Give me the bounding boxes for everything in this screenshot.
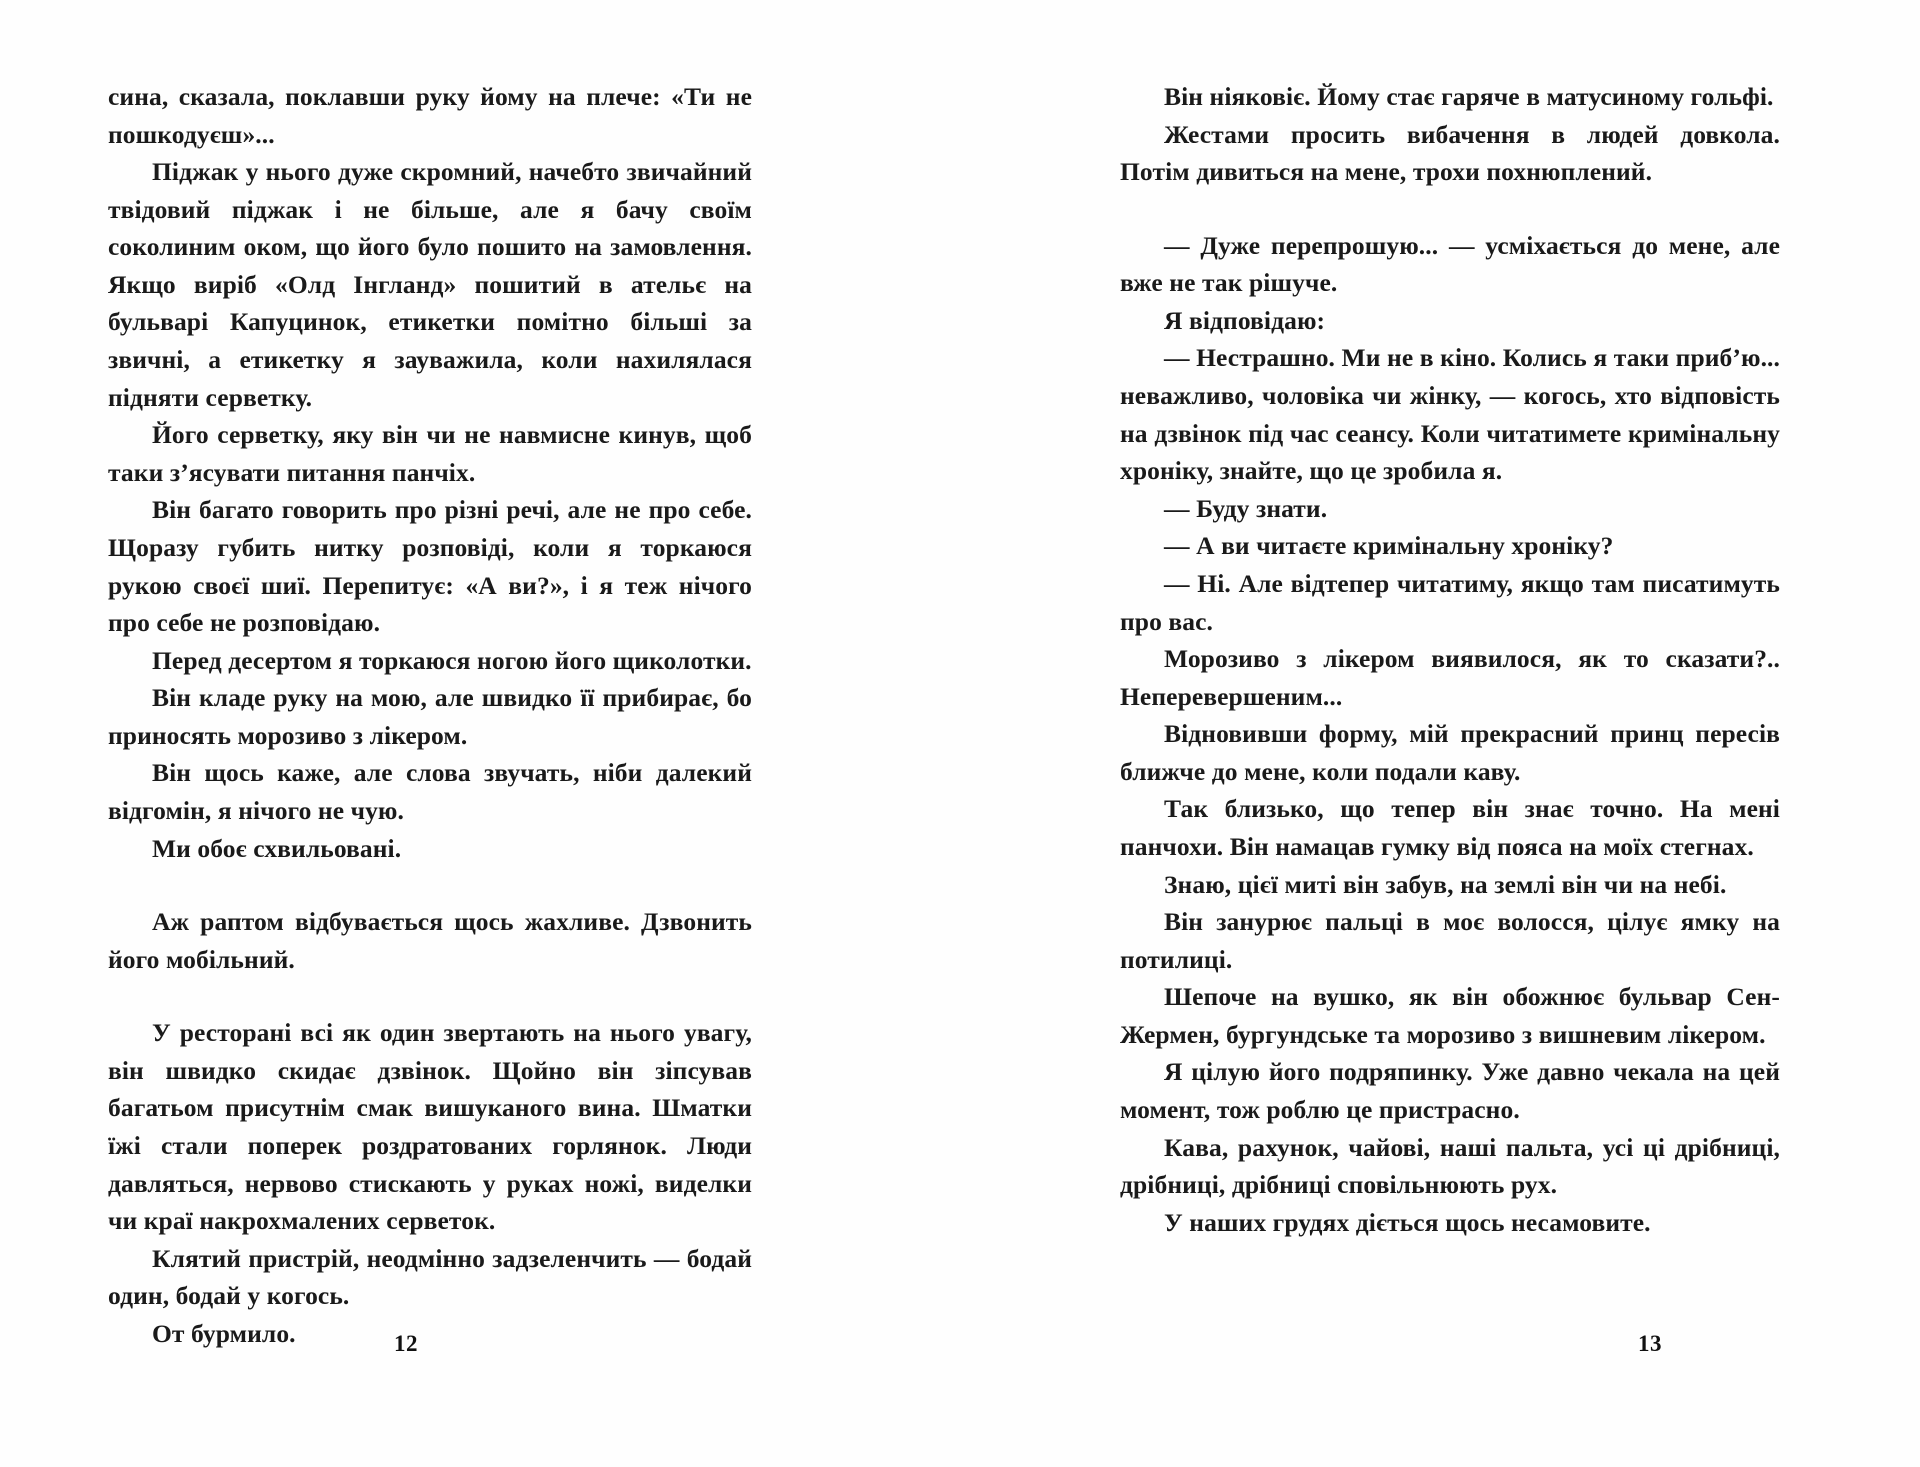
paragraph: Так близько, що тепер він знає точно. На мені панчохи. Він намацав гумку від пояса на моїх стегнах. xyxy=(1120,794,1780,861)
paragraph: Жестами просить вибачення в людей довкола. Потім дивиться на мене, трохи похнюплений. xyxy=(1120,119,1780,187)
page-number-right xyxy=(960,1331,1920,1357)
paragraph: Клятий пристрій, неодмінно задзеленчить — бодай один, бодай у когось. xyxy=(108,1243,752,1311)
paragraph: У наших грудях діється щось несамовите. xyxy=(1164,1207,1651,1237)
paragraph: Відновивши форму, мій прекрасний принц пересів ближче до мене, коли подали каву. xyxy=(1120,719,1780,786)
page-number-value: 13 xyxy=(1638,1331,1662,1356)
paragraph: От бурмило. xyxy=(152,1318,296,1348)
paragraph: У ресторані всі як один звертають на нього увагу, він швидко скидає дзвінок. Щойно він зіпсував багатьом присутнім смак вишуканого вина. Шматки їжі стали поперек роздратованих горлянок. Люди давляться, нервово стискають у руках ножі, виделки чи краї накрохмалених серветок. xyxy=(108,1018,752,1236)
paragraph: Він кладе руку на мою, але швидко її прибирає, бо приносять морозиво з лікером. xyxy=(108,683,752,750)
paragraph: Піджак у нього дуже скромний, начебто звичайний твідовий піджак і не більше, але я бачу своїм соколиним оком, що його було пошито на замовлення. Якщо виріб «Олд Інгланд» пошитий в ательє на бульварі Капуцинок, етикетки помітно більші за звичні, а етикетку я зауважила, коли нахилялася підняти серветку. xyxy=(108,157,752,412)
paragraph: — А ви читаєте кримінальну хроніку? xyxy=(1164,531,1614,561)
paragraph: Ми обоє схвильовані. xyxy=(152,833,402,863)
paragraph: Я цілую його подряпинку. Уже давно чекала на цей момент, тож роблю це пристрасно. xyxy=(1120,1057,1780,1125)
paragraph: Він занурює пальці в моє волосся, цілує ямку на потилиці. xyxy=(1120,907,1780,974)
paragraph: Він щось каже, але слова звучать, ніби далекий відгомін, я нічого не чую. xyxy=(108,758,752,825)
paragraph: Перед десертом я торкаюся ногою його щиколотки. xyxy=(152,645,752,675)
paragraph: Аж раптом відбувається щось жахливе. Дзвонить його мобільний. xyxy=(108,907,752,974)
paragraph: Його серветку, яку він чи не навмисне кинув, щоб таки з’ясувати питання панчіх. xyxy=(108,420,752,487)
paragraph: Він ніяковіє. Йому стає гаряче в матусиному гольфі. xyxy=(1164,82,1774,111)
left-column-text xyxy=(108,78,752,1353)
page-number-left xyxy=(0,1331,960,1357)
paragraph: — Дуже перепрошую... — усміхається до мене, але вже не так рішуче. xyxy=(1120,230,1780,298)
paragraph: сина, сказала, поклавши руку йому на плече: «Ти не пошкодуєш»... xyxy=(108,82,752,149)
paragraph: — Нестрашно. Ми не в кіно. Колись я таки приб’ю... неважливо, чоловіка чи жінку, — когось, хто відповість на дзвінок під час сеансу. Коли читатимете кримінальну хроніку, знайте, що це зробила я. xyxy=(1120,343,1780,486)
right-column-text xyxy=(1120,78,1780,1241)
paragraph: — Ні. Але відтепер читатиму, якщо там писатимуть про вас. xyxy=(1120,568,1780,636)
paragraph: Шепоче на вушко, як він обожнює бульвар Сен-Жермен, бургундське та морозиво з вишневим лікером. xyxy=(1120,982,1780,1049)
paragraph: — Буду знати. xyxy=(1164,493,1328,523)
page-number-value: 12 xyxy=(394,1331,418,1356)
paragraph: Я відповідаю: xyxy=(1164,305,1326,335)
paragraph: Знаю, цієї миті він забув, на землі він чи на небі. xyxy=(1164,869,1727,899)
paragraph: Він багато говорить про різні речі, але не про себе. Щоразу губить нитку розповіді, коли я торкаюся рукою своєї шиї. Перепитує: «А ви?», і я теж нічого про себе не розповідаю. xyxy=(108,495,752,638)
paragraph: Морозиво з лікером виявилося, як то сказати?.. Неперевершеним... xyxy=(1120,644,1780,711)
paragraph: Кава, рахунок, чайові, наші пальта, усі ці дрібниці, дрібниці, дрібниці сповільнюють рух. xyxy=(1120,1132,1780,1200)
page-right xyxy=(960,0,1920,1467)
